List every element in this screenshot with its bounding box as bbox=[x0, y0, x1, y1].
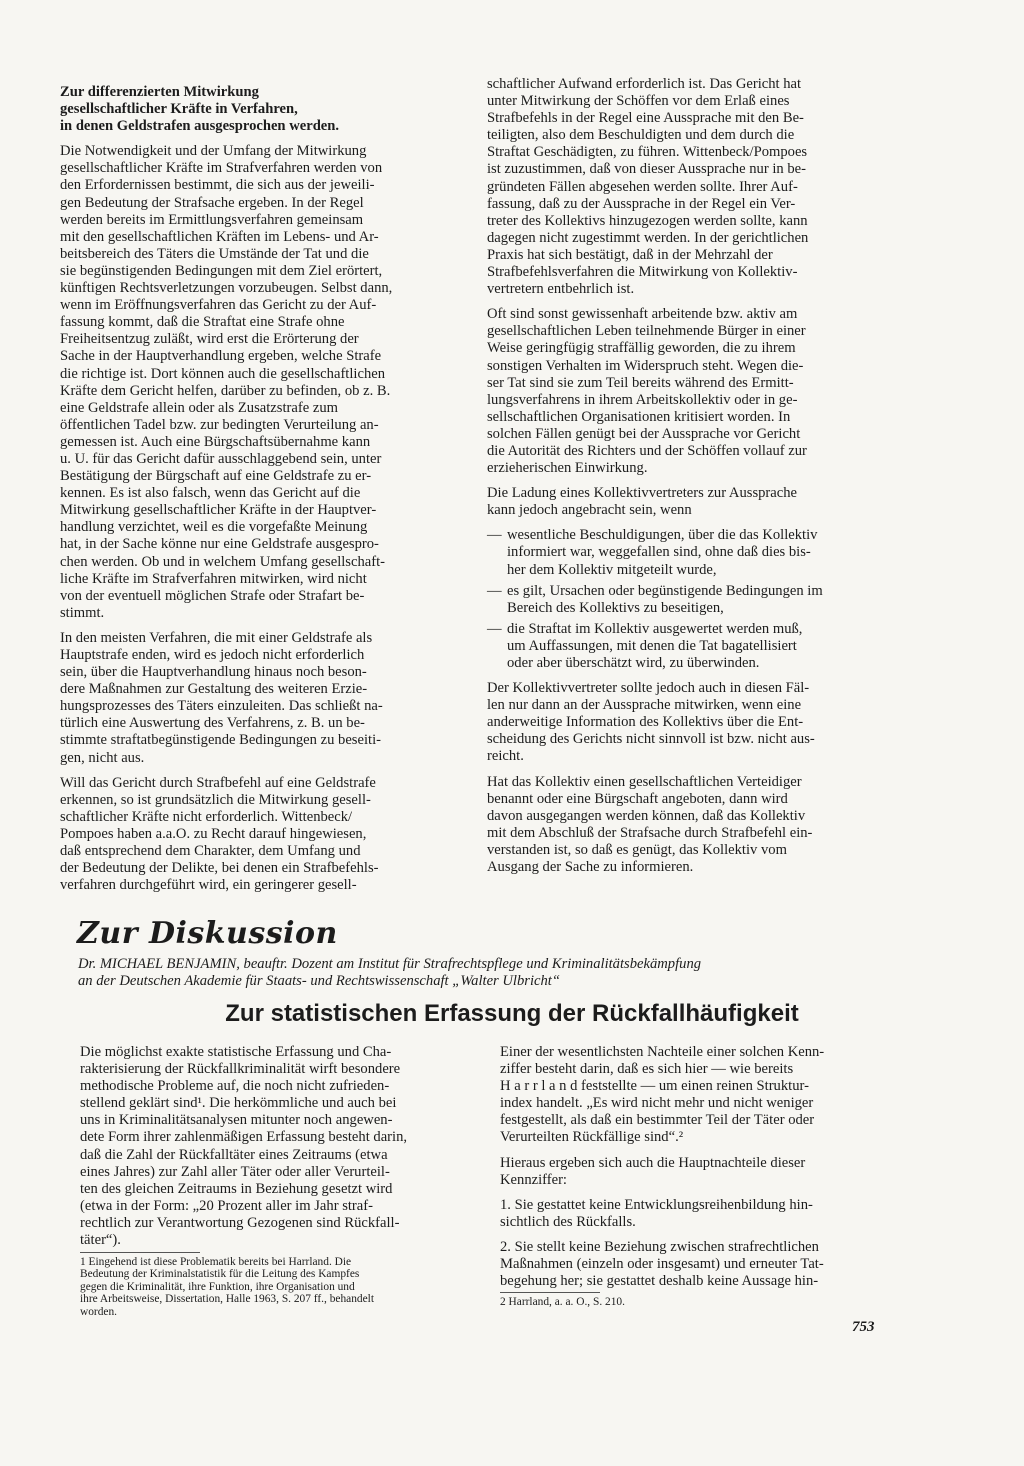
text-line: treter des Kollektivs hinzugezogen werden sollte, kann bbox=[487, 212, 808, 229]
text-line: stellend geklärt sind¹. Die herkömmliche und auch bei bbox=[80, 1095, 397, 1112]
text-line: festgestellt, als daß ein bestimmter Teil der Täter oder bbox=[500, 1112, 815, 1129]
text-line: täter“). bbox=[80, 1232, 121, 1249]
text-line: Bestätigung der Bürgschaft auf eine Geldstrafe zu er- bbox=[60, 468, 372, 485]
author-byline bbox=[78, 956, 888, 990]
text-line: stimmt. bbox=[60, 604, 105, 621]
text-line: sie begünstigenden Bedingungen mit dem Ziel erörtert, bbox=[60, 262, 383, 279]
text-line: oder aber überschätzt wird, zu überwinden. bbox=[507, 655, 760, 671]
paragraph bbox=[500, 1197, 898, 1231]
text-line: Bereich des Kollektivs zu beseitigen, bbox=[507, 599, 724, 616]
footnote bbox=[500, 1296, 800, 1308]
text-line: teiligten, also dem Beschuldigten und dem durch die bbox=[487, 127, 795, 144]
paragraph bbox=[60, 630, 460, 767]
footnote bbox=[80, 1256, 475, 1318]
text-line: handlung verzichtet, weil es die vorgefaßte Meinung bbox=[60, 519, 368, 536]
text-line: ser Tat sind sie zum Teil bereits während des Ermitt- bbox=[487, 374, 794, 391]
footnote-line: 2 Harrland, a. a. O., S. 210. bbox=[500, 1296, 625, 1308]
section-title: Zur Diskussion bbox=[77, 916, 338, 951]
text-line: chen werden. Ob und in welchem Umfang gesellschaft- bbox=[60, 553, 386, 570]
text-line: gegen die Kriminalität, ihre Funktion, ihre Organisation und bbox=[80, 1280, 355, 1293]
text-line: künftigen Rechtsverletzungen vorzubeugen. Selbst dann, bbox=[60, 280, 393, 297]
text-line: hungsprozesses des Täters einzuleiten. Das schließt na- bbox=[60, 698, 383, 715]
paragraph bbox=[60, 143, 460, 622]
text-line: Kennziffer: bbox=[500, 1171, 567, 1188]
text-line: erkennen, so ist grundsätzlich die Mitwirkung gesell- bbox=[60, 791, 371, 808]
text-line: öffentlichen Tadel bzw. zur bedingten Verurteilung an- bbox=[60, 416, 379, 433]
text-line: wenn im Eröffnungsverfahren das Gericht zu der Auf- bbox=[60, 297, 377, 314]
text-line: den Erfordernissen bestimmt, die sich aus der jeweili- bbox=[60, 177, 375, 194]
heading-line: gesellschaftlicher Kräfte in Verfahren, bbox=[60, 101, 298, 118]
text-line: gesellschaftlicher Kräfte im Strafverfahren werden von bbox=[60, 160, 383, 177]
text-line: uns in Kriminalitätsanalysen mitunter noch angewen- bbox=[80, 1112, 393, 1129]
text-line: ihre Arbeitsweise, Dissertation, Halle 1963, S. 207 ff., behandelt bbox=[80, 1293, 374, 1306]
text-line: anderweitige Information des Kollektivs über die Ent- bbox=[487, 714, 804, 731]
text-line: schaftlicher Kräfte nicht erforderlich. Wittenbeck/ bbox=[60, 808, 353, 825]
text-line: Strafbefehlsverfahren die Mitwirkung von Kollektiv- bbox=[487, 264, 798, 281]
text-line: dagegen nicht zugestimmt werden. In der gerichtlichen bbox=[487, 229, 809, 246]
footnote-rule bbox=[80, 1252, 200, 1253]
text-line: rakterisierung der Rückfallkriminalität wirft besondere bbox=[80, 1061, 401, 1078]
text-line: Pompoes haben a.a.O. zu Recht darauf hingewiesen, bbox=[60, 825, 367, 842]
text-line: Weise geringfügig straffällig geworden, die zu ihrem bbox=[487, 340, 796, 357]
text-line: gen, nicht aus. bbox=[60, 749, 145, 766]
text-line: Hat das Kollektiv einen gesellschaftlichen Verteidiger bbox=[487, 773, 802, 790]
paragraph bbox=[487, 774, 885, 877]
text-line: Maßnahmen (einzeln oder insgesamt) und erneuter Tat- bbox=[500, 1256, 824, 1273]
footnote-rule bbox=[500, 1292, 600, 1293]
text-line: sein, über die Hauptverhandlung hinaus noch beson- bbox=[60, 664, 367, 681]
text-line: Hieraus ergeben sich auch die Hauptnachteile dieser bbox=[500, 1154, 806, 1171]
text-line: türlich eine Auswertung des Verfahrens, z. B. un be- bbox=[60, 715, 365, 732]
text-line: eines Jahres) zur Zahl aller Täter oder aller Verurteil- bbox=[80, 1163, 390, 1180]
text-line: begehung her; sie gestattet deshalb keine Aussage hin- bbox=[500, 1273, 819, 1290]
text-line: sichtlich des Rückfalls. bbox=[500, 1213, 636, 1230]
paragraph bbox=[487, 485, 885, 519]
text-line: daß entsprechend dem Charakter, dem Umfang und bbox=[60, 843, 361, 860]
lower-right-column bbox=[500, 1044, 898, 1298]
text-line: lungsverfahrens in ihrem Arbeitskollektiv oder in ge- bbox=[487, 391, 798, 408]
text-line: 1. Sie gestattet keine Entwicklungsreihenbildung hin- bbox=[500, 1196, 813, 1213]
text-line: H a r r l a n d feststellte — um einen reinen Struktur- bbox=[500, 1078, 809, 1095]
text-line: — es gilt, Ursachen oder begünstigende Bedingungen im bbox=[507, 582, 823, 599]
text-line: beitsbereich des Täters die Umstände der Tat und die bbox=[60, 245, 369, 262]
text-line: mit den gesellschaftlichen Kräften im Lebens- und Ar- bbox=[60, 228, 379, 245]
text-line: von der eventuell möglichen Strafe oder Strafart be- bbox=[60, 587, 365, 604]
text-line: scheidung des Gerichts nicht sinnvoll ist bzw. nicht aus- bbox=[487, 731, 815, 748]
text-line: Mitwirkung gesellschaftlicher Kräfte in der Hauptver- bbox=[60, 502, 377, 519]
text-line: ziffer besteht darin, daß es sich hier — wie bereits bbox=[500, 1061, 794, 1078]
lower-left-column bbox=[80, 1044, 458, 1257]
text-line: benannt oder eine Bürgschaft angeboten, dann wird bbox=[487, 790, 788, 807]
text-line: 1 Eingehend ist diese Problematik bereits bei Harrland. Die bbox=[80, 1256, 352, 1268]
text-line: Die Notwendigkeit und der Umfang der Mitwirkung bbox=[60, 143, 367, 160]
text-line: eine Geldstrafe allein oder als Zusatzstrafe zum bbox=[60, 399, 338, 416]
text-line: Bedeutung der Kriminalstatistik für die Leitung des Kampfes bbox=[80, 1268, 360, 1281]
text-line: Will das Gericht durch Strafbefehl auf eine Geldstrafe bbox=[60, 774, 376, 791]
text-line: dete Form ihrer zahlenmäßigen Erfassung besteht darin, bbox=[80, 1129, 408, 1146]
section-heading bbox=[60, 84, 460, 135]
text-line: reicht. bbox=[487, 748, 524, 765]
text-line: Hauptstrafe enden, wird es jedoch nicht erforderlich bbox=[60, 647, 365, 663]
text-line: Strafbefehls in der Regel eine Aussprache mit den Be- bbox=[487, 110, 804, 127]
text-line: — die Straftat im Kollektiv ausgewertet werden muß, bbox=[507, 620, 803, 637]
text-line: liche Kräfte im Strafverfahren mitwirken, wird nicht bbox=[60, 570, 367, 587]
text-line: kann jedoch angebracht sein, wenn bbox=[487, 502, 692, 519]
byline-line: Dr. MICHAEL BENJAMIN, beauftr. Dozent am Institut für Strafrechtspflege und Kriminalitätsbekämpfung bbox=[78, 956, 702, 972]
paragraph bbox=[487, 76, 885, 298]
text-line: gesellschaftlichen Leben teilnehmende Bürger in einer bbox=[487, 323, 806, 340]
text-line: informiert war, weggefallen sind, ohne daß dies bis- bbox=[507, 544, 811, 561]
paragraph bbox=[500, 1239, 898, 1290]
text-line: kennen. Es ist also falsch, wenn das Gericht auf die bbox=[60, 485, 361, 502]
text-line: dere Maßnahmen zur Gestaltung des weiteren Erzie- bbox=[60, 681, 368, 698]
paragraph bbox=[60, 775, 460, 895]
list-item bbox=[487, 527, 885, 578]
upper-right-column bbox=[487, 76, 885, 884]
text-line: mit dem Abschluß der Strafsache durch Strafbefehl ein- bbox=[487, 824, 813, 841]
text-line: Sache in der Hauptverhandlung ergeben, welche Strafe bbox=[60, 348, 382, 365]
text-line: index handelt. „Es wird nicht mehr und nicht weniger bbox=[500, 1095, 814, 1112]
text-line: stimmte straftatbegünstigende Bedingungen zu beseiti- bbox=[60, 732, 381, 749]
text-line: her dem Kollektiv mitgeteilt wurde, bbox=[507, 561, 717, 578]
text-line: schaftlicher Aufwand erforderlich ist. Das Gericht hat bbox=[487, 76, 802, 92]
text-line: Freiheitsentzug zuläßt, wird erst die Erörterung der bbox=[60, 331, 359, 348]
text-line: 2. Sie stellt keine Beziehung zwischen strafrechtlichen bbox=[500, 1238, 819, 1255]
text-line: der Bedeutung der Delikte, bei denen ein Strafbefehls- bbox=[60, 860, 379, 877]
text-line: Praxis hat sich bestätigt, daß in der Mehrzahl der bbox=[487, 246, 773, 263]
text-line: unter Mitwirkung der Schöffen vor dem Erlaß eines bbox=[487, 93, 790, 110]
text-line: In den meisten Verfahren, die mit einer Geldstrafe als bbox=[60, 629, 373, 646]
text-line: worden. bbox=[80, 1305, 118, 1318]
text-line: — wesentliche Beschuldigungen, über die das Kollektiv bbox=[507, 527, 818, 544]
text-line: fassung kommt, daß die Straftat eine Strafe ohne bbox=[60, 314, 345, 331]
page-number: 753 bbox=[852, 1319, 875, 1335]
list-item bbox=[487, 621, 885, 672]
article-title: Zur statistischen Erfassung der Rückfallhäufigkeit bbox=[225, 1000, 799, 1027]
text-line: Einer der wesentlichsten Nachteile einer solchen Kenn- bbox=[500, 1044, 825, 1060]
paragraph bbox=[80, 1044, 458, 1249]
text-line: werden bereits im Ermittlungsverfahren gemeinsam bbox=[60, 211, 364, 228]
text-line: erzieherischen Einwirkung. bbox=[487, 460, 648, 477]
text-line: Der Kollektivvertreter sollte jedoch auch in diesen Fäl- bbox=[487, 680, 810, 697]
text-line: (etwa in der Form: „20 Prozent aller im Jahr straf- bbox=[80, 1197, 373, 1214]
text-line: Straftat Geschädigten, zu führen. Wittenbeck/Pompoes bbox=[487, 144, 808, 161]
text-line: ist zuzustimmen, daß von dieser Aussprache nur in be- bbox=[487, 161, 806, 178]
text-line: die Autorität des Richters und der Schöffen vollauf zur bbox=[487, 442, 807, 459]
text-line: rechtlich zur Verantwortung Gezogenen sind Rückfall- bbox=[80, 1214, 400, 1231]
paragraph bbox=[487, 680, 885, 765]
paragraph bbox=[500, 1155, 898, 1189]
text-line: daß die Zahl der Rückfalltäter eines Zeitraums (etwa bbox=[80, 1146, 388, 1163]
text-line: u. U. für das Gericht dafür ausschlaggebend sein, unter bbox=[60, 450, 382, 467]
text-line: vertretern entbehrlich ist. bbox=[487, 281, 635, 298]
text-line: Die möglichst exakte statistische Erfassung und Cha- bbox=[80, 1044, 392, 1060]
byline-line: an der Deutschen Akademie für Staats- und Rechtswissenschaft „Walter Ulbricht“ bbox=[78, 973, 560, 990]
dash-list bbox=[487, 527, 885, 672]
heading-line: Zur differenzierten Mitwirkung bbox=[60, 84, 259, 100]
text-line: davon ausgegangen werden können, daß das Kollektiv bbox=[487, 807, 806, 824]
text-line: Ausgang der Sache zu informieren. bbox=[487, 859, 694, 876]
text-line: Kräfte dem Gericht helfen, darüber zu befinden, ob z. B. bbox=[60, 382, 391, 399]
text-line: methodische Probleme auf, die noch nicht zufrieden- bbox=[80, 1078, 390, 1095]
text-line: sellschaftlichen Organisationen kritisiert worden. In bbox=[487, 408, 791, 425]
paragraph bbox=[500, 1044, 898, 1147]
text-line: fassung, daß zu der Aussprache in der Regel ein Ver- bbox=[487, 195, 796, 212]
text-line: verstanden ist, so daß es genügt, das Kollektiv vom bbox=[487, 841, 787, 858]
upper-left-column bbox=[60, 84, 460, 902]
text-line: Die Ladung eines Kollektivvertreters zur Aussprache bbox=[487, 485, 798, 502]
text-line: Oft sind sonst gewissenhaft arbeitende bzw. aktiv am bbox=[487, 306, 798, 323]
text-line: hat, in der Sache könne nur eine Geldstrafe ausgespro- bbox=[60, 536, 379, 553]
text-line: sonstigen Verhalten im Widerspruch steht. Wegen die- bbox=[487, 357, 804, 374]
text-line: gemessen ist. Auch eine Bürgschaftsübernahme kann bbox=[60, 433, 371, 450]
text-line: gründeten Fällen abgesehen werden sollte. Ihrer Auf- bbox=[487, 178, 798, 195]
text-line: verfahren durchgeführt wird, ein geringerer gesell- bbox=[60, 877, 357, 894]
heading-line: in denen Geldstrafen ausgesprochen werden. bbox=[60, 118, 340, 135]
text-line: ten des gleichen Zeitraums in Beziehung gesetzt wird bbox=[80, 1180, 393, 1197]
text-line: gen Bedeutung der Strafsache ergeben. In der Regel bbox=[60, 194, 364, 211]
paragraph bbox=[487, 306, 885, 477]
list-item bbox=[487, 583, 885, 617]
text-line: solchen Fällen genügt bei der Aussprache vor Gericht bbox=[487, 425, 801, 442]
text-line: die richtige ist. Dort können auch die gesellschaftlichen bbox=[60, 365, 386, 382]
text-line: um Auffassungen, mit denen die Tat bagatellisiert bbox=[507, 637, 797, 654]
text-line: Verurteilten Rückfällige sind“.² bbox=[500, 1129, 684, 1146]
text-line: len nur dann an der Aussprache mitwirken, wenn eine bbox=[487, 697, 802, 714]
